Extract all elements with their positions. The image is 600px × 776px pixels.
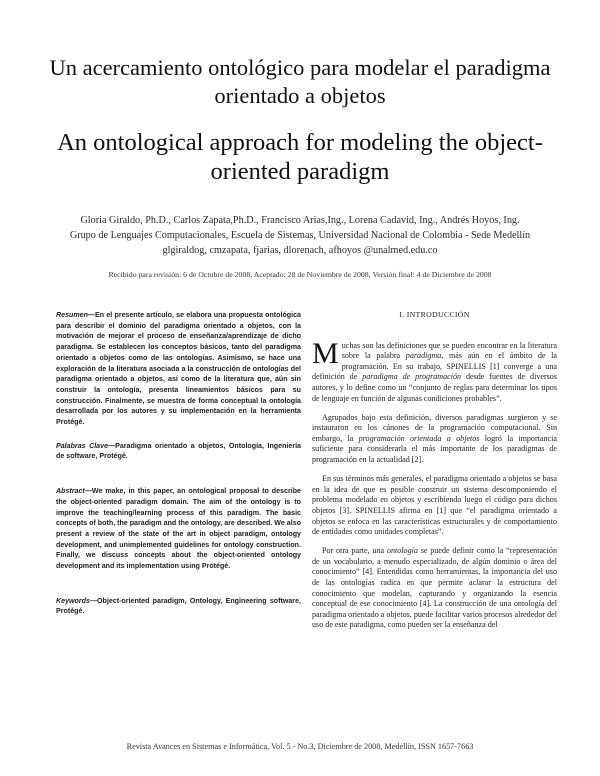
resumen-text: En el presente artículo, se elabora una propuesta ontológica para describir el dominio del paradigma orientado a objetos, con la motivación de mejorar el proceso de enseñanza/aprendizaje de dicho paradigma. Se establecen los conceptos básicos, tanto del paradigma orientado a objetos como de las ontologías. Asimismo, se hace una exploración de la literatura asociada a la construcción de ontologías del paradigma orientado a objetos, así como de la literatura que, aún sin construir la ontología, presenta lineamientos básicos para su construcción. Finalmente, se muestra de forma conceptual la ontología desarrollada por los autores y su implementación en la herramienta Protégé. xyxy=(56,311,301,427)
abstract-text: We make, in this paper, an ontological proposal to describe the object-oriented paradigm domain. The aim of the ontology is to improve the teaching/learning process of this paradigm. The basic concepts of both, the paradigm and the ontology, are described. We also present a review of the state of the art in object paradigm, ontology development, and unimplemented guidelines for ontology construction. Finally, we discuss concepts about the object-oriented ontology development and its implementation using Protégé. xyxy=(56,487,301,571)
drop-cap: M xyxy=(312,336,339,370)
title-spanish: Un acercamiento ontológico para modelar el paradigma orientado a objetos xyxy=(49,55,551,108)
intro-p2-text-b: logró la importancia suficiente para considerarla el más importante de los paradigmas de programación en la actualidad [2]. xyxy=(312,433,557,465)
intro-p1-emphasis-2: paradigma de programación xyxy=(362,372,462,382)
received-dates: Recibido para revisión: 6 de Octubre de 2008, Aceptado: 28 de Noviembre de 2008, Versión final: 4 de Diciembre de 2008 xyxy=(108,270,492,279)
keywords-text: Object-oriented paradigm, Ontology, Engineering software, Protégé. xyxy=(56,596,301,616)
keywords-label: Keywords— xyxy=(56,596,97,605)
keywords-paragraph xyxy=(56,596,301,617)
author-emails: glgiraldog, cmzapata, fjarias, dlorenach, afhoyos @unalmed.edu.co xyxy=(162,245,438,256)
intro-p3-text: En sus términos más generales, el paradigma orientado a objetos se basa en la idea de que es posible construir un sistema descomponiendo el problema modelado en objetos y escribiendo luego el código para dichos objetos [3]. SPINELLIS afirma en [1] que “el paradigma orientado a objetos se enfoca en las características estructurales y de comportamiento de entidades como unidades completas”. xyxy=(312,474,557,537)
abstract-paragraph xyxy=(56,486,301,572)
palabras-clave-text: Paradigma orientado a objetos, Ontología, Ingeniería de software, Protégé. xyxy=(56,441,301,461)
intro-paragraph-2 xyxy=(312,413,557,466)
author-affiliation: Grupo de Lenguajes Computacionales, Escuela de Sistemas, Universidad Nacional de Colombia - Sede Medellín xyxy=(69,230,531,241)
author-names: Gloria Giraldo, Ph.D., Carlos Zapata,Ph.D., Francisco Arias,Ing., Lorena Cadavid, Ing., Andrés Hoyos, Ing. xyxy=(80,215,520,226)
intro-p2-emphasis: programación orientada a objetos xyxy=(358,433,480,443)
intro-p1-emphasis-1: paradigma xyxy=(405,351,442,361)
intro-paragraph-4 xyxy=(312,546,557,631)
intro-p1-text-c: desde fuentes de diversos autores, y lo define como un “conjunto de reglas para determinar los tipos de lenguaje en función de algunas condiciones probables”. xyxy=(312,372,557,403)
resumen-paragraph xyxy=(56,310,301,428)
right-column xyxy=(312,310,557,639)
section-heading-introduccion: I. INTRODUCCIÓN xyxy=(399,310,470,319)
abstract-label: Abstract— xyxy=(56,487,92,496)
resumen-label: Resumen— xyxy=(56,311,96,319)
palabras-clave-label: Palabras Clave— xyxy=(56,441,116,450)
authors-block xyxy=(40,213,560,258)
palabras-clave-paragraph xyxy=(56,441,301,462)
intro-p2-text-a: Agrupados bajo esta definición, diversos paradigmas surgieron y se instauraron en los cánones de la programación computacional. Sin embargo, la xyxy=(312,412,557,443)
left-column xyxy=(56,310,301,630)
title-english: An ontological approach for modeling the object-oriented paradigm xyxy=(57,129,543,185)
intro-p4-emphasis: ontología xyxy=(386,546,418,556)
intro-p1-text-a: uchas son las definiciones que se pueden encontrar en la literatura sobre la palabra xyxy=(341,340,557,361)
intro-p4-text-b: se puede definir como la “representación de un vocabulario, a menudo especializado, de algún dominio o área del conocimiento” [4]. Entendidas como herramientas, la importancia del uso de las ontologías radica en que permite aclarar la estructura del conocimiento que modelan, capturando y organizando la esencia conceptual de ese conocimiento [4]. La construcción de una ontología del paradigma orientado a objetos, puede facilitar varios procesos alrededor del uso de este paradigma, como pueden ser la enseñanza del xyxy=(312,546,557,630)
intro-paragraph-1 xyxy=(312,336,557,405)
intro-p1-text-b: , más aún en el ámbito de la programación. En su trabajo, SPINELLIS [1] converge a una definición de xyxy=(312,351,557,382)
journal-footer: Revista Avances en Sistemas e Informática, Vol. 5 - No.3, Diciembre de 2008, Medellín, ISSN 1657-7663 xyxy=(126,742,474,751)
intro-paragraph-3 xyxy=(312,474,557,538)
intro-p4-text-a: Por otra parte, una xyxy=(322,546,387,556)
